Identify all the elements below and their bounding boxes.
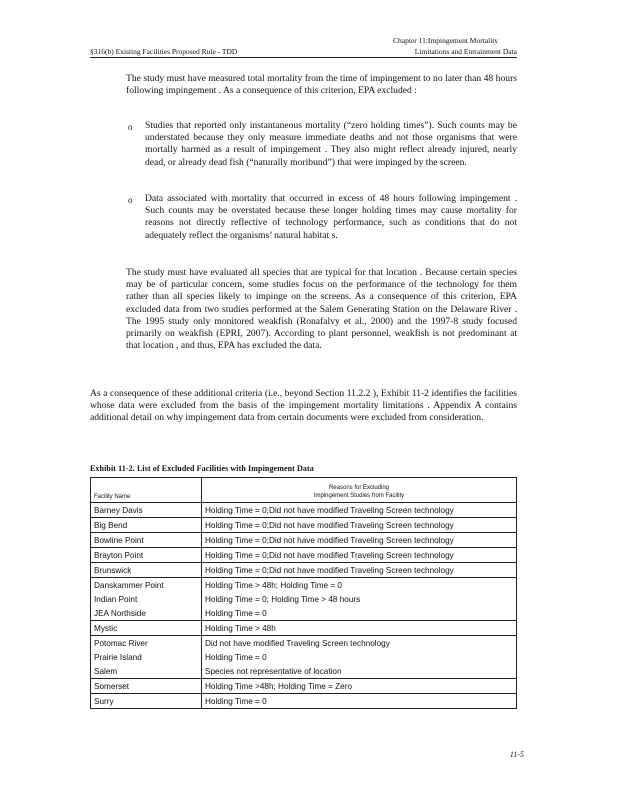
excluded-facilities-table [90,477,517,709]
subbullet-marker: o [128,195,133,205]
page-number: 11-5 [509,750,524,759]
table-row [91,578,517,593]
reason-cell: Holding Time = 0;Did not have modified Traveling Screen technology [202,503,517,518]
exhibit-caption: Exhibit 11-2. List of Excluded Facilities with Impingement Data [90,464,314,473]
facility-cell: Indian Point [91,592,202,606]
reason-cell: Holding Time = 0 [202,606,517,621]
table-row [91,636,517,651]
facility-cell: Brayton Point [91,548,202,563]
reason-cell: Holding Time = 0 [202,694,517,709]
reason-cell: Holding Time = 0;Did not have modified Traveling Screen technology [202,548,517,563]
reason-cell: Holding Time >48h; Holding Time = Zero [202,679,517,694]
table-row [91,650,517,664]
reason-cell: Holding Time = 0;Did not have modified Traveling Screen technology [202,518,517,533]
table-row [91,503,517,518]
subbullet-2-text: Data associated with mortality that occurred in excess of 48 hours following impingement . Such counts may be overstated because these longer holding times may cause mortality for reasons not directly reflective of technology performance, such as conditions that do not adequately reflect the organisms’ natural habitat s. [145,193,517,241]
facility-cell: Mystic [91,621,202,636]
table-row [91,548,517,563]
table-row [91,664,517,679]
facility-cell: Prairie Island [91,650,202,664]
facility-cell: Somerset [91,679,202,694]
col-facility-header: Facility Name [91,478,202,503]
table-row [91,621,517,636]
header-subtitle: Limitations and Entrainment Data [414,47,517,56]
table-row [91,533,517,548]
table-row [91,679,517,694]
facility-cell: Barney Davis [91,503,202,518]
col-reasons-header [202,478,517,503]
table-row [91,563,517,578]
bullet-2-text: The study must have evaluated all species that are typical for that location . Because certain species may be of particular concern, some studies focus on the performance of the technology for them rather than all species likely to impinge on the screens. As a consequence of this criterion, EPA excluded data from two studies performed at the Salem Generating Station on the Delaware River . The 1995 study only monitored weakfish (Ronafalvy et al., 2000) and the 1997-8 study focused primarily on weakfish (EPRI, 2007). According to plant personnel, weakfish is not predominant at that location , and thus, EPA has excluded the data. [126,267,517,352]
table-header-row [91,478,517,503]
subbullet-marker: o [128,122,133,132]
reason-cell: Holding Time > 48h; Holding Time = 0 [202,578,517,593]
reason-cell: Holding Time > 48h [202,621,517,636]
body-paragraph: As a consequence of these additional criteria (i.e., beyond Section 11.2.2 ), Exhibit 11-2 identifies the facilities whose data were excluded from the basis of the impingement mortality limitations . Appendix A contains additional detail on why impingement data from certain documents were excluded from consideration. [90,388,517,424]
table-row [91,606,517,621]
subbullet-1-text: Studies that reported only instantaneous mortality (“zero holding times”). Such counts may be understated because they only measure immediate deaths and not those organisms that were mortally harmed as a result of impingement . They also might reflect already injured, nearly dead, or already dead fish (“naturally moribund”) that were impinged by the screen. [145,120,517,168]
header-chapter: Chapter 11:Impingement Mortality [393,36,499,45]
table-row [91,694,517,709]
reason-cell: Species not representative of location [202,664,517,679]
facility-cell: Potomac River [91,636,202,651]
reason-cell: Holding Time = 0;Did not have modified Traveling Screen technology [202,563,517,578]
table-row [91,518,517,533]
header-rule [90,57,517,58]
facility-cell: Danskammer Point [91,578,202,593]
facility-cell: Big Bend [91,518,202,533]
col-reasons-header-line1: Reasons for Excluding [328,485,390,491]
reason-cell: Holding Time = 0;Did not have modified Traveling Screen technology [202,533,517,548]
reason-cell: Holding Time = 0; Holding Time > 48 hours [202,592,517,606]
col-reasons-header-line2: Impingement Studies from Facility [313,493,405,499]
facility-cell: Bowline Point [91,533,202,548]
facility-cell: Brunswick [91,563,202,578]
table-row [91,592,517,606]
reason-cell: Holding Time = 0 [202,650,517,664]
reason-cell: Did not have modified Traveling Screen technology [202,636,517,651]
bullet-1-text: The study must have measured total mortality from the time of impingement to no later than 48 hours following impingement . As a consequence of this criterion, EPA excluded : [126,73,517,97]
facility-cell: JEA Northside [91,606,202,621]
facility-cell: Surry [91,694,202,709]
header-section: §316(b) Existing Facilities Proposed Rule - TDD [90,47,238,56]
facility-cell: Salem [91,664,202,679]
